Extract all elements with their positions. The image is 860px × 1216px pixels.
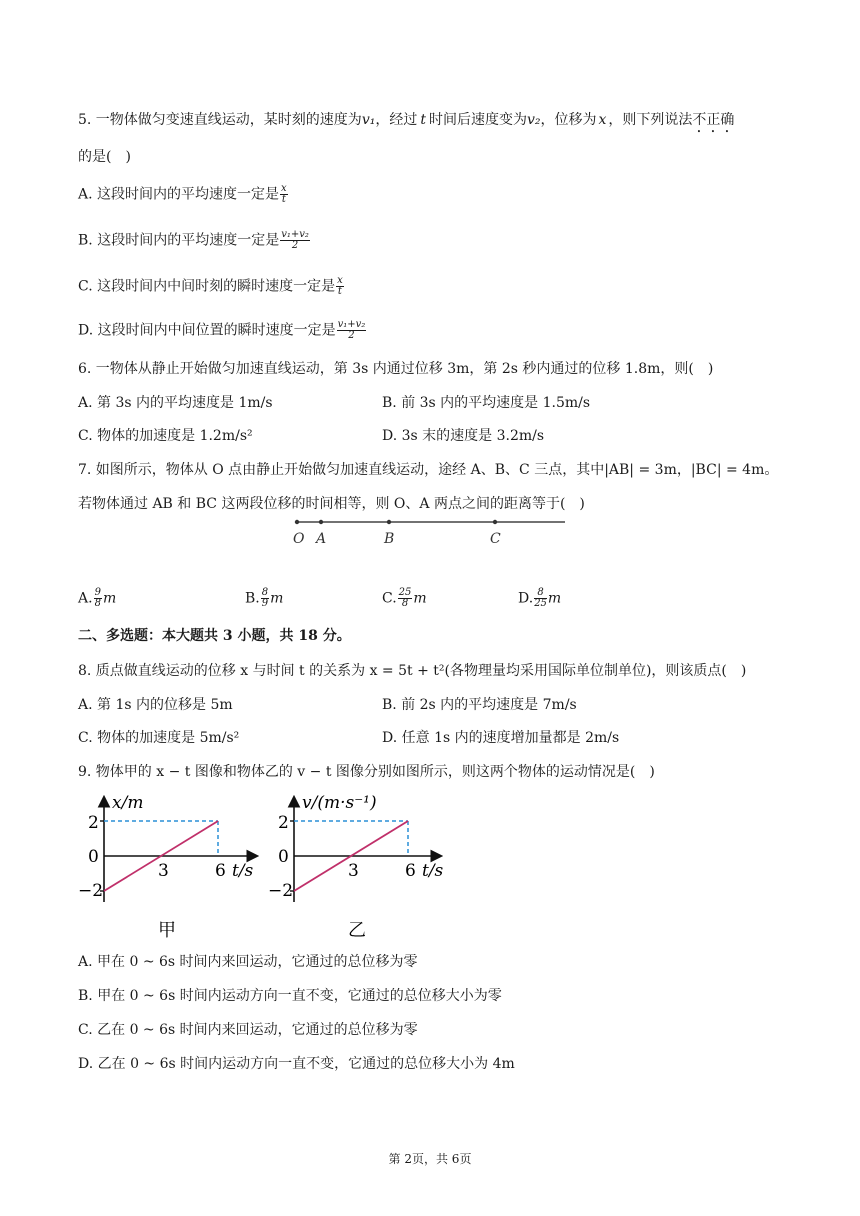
point-b-label: B (384, 531, 395, 547)
q9-option-a: A. 甲在 0 ~ 6s 时间内来回运动，它通过的总位移为零 (78, 954, 418, 970)
point-c-label: C (490, 531, 501, 547)
point-b-dot (387, 520, 391, 524)
graph-jia-x-t (74, 790, 264, 940)
q5-option-a: A. 这段时间内的平均速度一定是 $\frac{x}{t}$ (78, 183, 287, 205)
y-tick-label: 2 (278, 813, 289, 833)
q7-line-diagram (280, 512, 580, 548)
q6-option-c: C. 物体的加速度是 1.2m/s² (78, 428, 253, 444)
graph-yi-v-t (264, 790, 464, 940)
x-tick-label: 3 (348, 861, 359, 881)
y-tick-label: −2 (268, 881, 294, 901)
x-axis-label: t/s (422, 861, 444, 881)
point-c-dot (493, 520, 497, 524)
q6-stem: 6. 一物体从静止开始做匀加速直线运动，第 3s 内通过位移 3m，第 2s 秒内通过的位移 1.8m，则( ) (78, 361, 714, 377)
fraction: $\frac{\text{v₁+v₂}}{2}$ (281, 229, 309, 251)
q7-stem-line2: 若物体通过 AB 和 BC 这两段位移的时间相等，则 O、A 两点之间的距离等于( ) (78, 496, 585, 512)
y-tick-label: 2 (88, 813, 99, 833)
q8-option-c: C. 物体的加速度是 5m/s² (78, 730, 240, 746)
point-a-label: A (316, 531, 327, 547)
q7-option-d: D. $\frac{8}{25}$ m (518, 587, 562, 609)
q8-option-b: B. 前 2s 内的平均速度是 7m/s (382, 697, 577, 713)
q7-option-a: A. $\frac{9}{8}$ m (78, 587, 117, 609)
q8-option-d: D. 任意 1s 内的速度增加量都是 2m/s (382, 730, 620, 746)
q8-option-a: A. 第 1s 内的位移是 5m (78, 697, 233, 713)
q8-stem: 8. 质点做直线运动的位移 x 与时间 t 的关系为 x = 5t + t²(各物理量均采用国际单位制单位)，则该质点( ) (78, 663, 747, 679)
x-tick-label: 6 (215, 861, 226, 881)
q6-option-d: D. 3s 末的速度是 3.2m/s (382, 428, 545, 444)
y-tick-label: 0 (278, 847, 289, 867)
q6-option-b: B. 前 3s 内的平均速度是 1.5m/s (382, 395, 591, 411)
x-axis-label: t/s (232, 861, 254, 881)
q9-option-d: D. 乙在 0 ~ 6s 时间内运动方向一直不变，它通过的总位移大小为 4m (78, 1056, 515, 1072)
y-axis-label: x/m (112, 793, 144, 813)
y-axis-label: v/(m·s⁻¹) (302, 793, 377, 813)
q6-option-a: A. 第 3s 内的平均速度是 1m/s (78, 395, 273, 411)
graph-caption: 乙 (348, 920, 366, 940)
q5-stem-line2: 的是( ) (78, 149, 131, 165)
x-tick-label: 3 (158, 861, 169, 881)
point-a-dot (319, 520, 323, 524)
q5-stem-line1: 5. 一物体做匀变速直线运动，某时刻的速度为v₁，经过 t 时间后速度变为v₂，位移为 x ，则下列说法不正确 (78, 112, 735, 128)
point-o-dot (295, 520, 299, 524)
q9-stem: 9. 物体甲的 x − t 图像和物体乙的 v − t 图像分别如图所示，则这两个物体的运动情况是( ) (78, 764, 655, 780)
y-tick-label: −2 (78, 881, 104, 901)
q9-option-c: C. 乙在 0 ~ 6s 时间内来回运动，它通过的总位移为零 (78, 1022, 418, 1038)
y-tick-label: 0 (88, 847, 99, 867)
point-o-label: O (293, 531, 305, 547)
section-heading: 二、多选题：本大题共 3 小题，共 18 分。 (78, 628, 351, 644)
q7-option-b: B. $\frac{8}{9}$ m (245, 587, 284, 609)
q7-stem-line1: 7. 如图所示，物体从 O 点由静止开始做匀加速直线运动，途经 A、B、C 三点，其中|AB| = 3m，|BC| = 4m。 (78, 462, 779, 478)
q7-option-c: C. $\frac{25}{8}$ m (382, 587, 427, 609)
graph-caption: 甲 (158, 920, 176, 940)
page-footer: 第 2页，共 6页 (388, 1152, 472, 1166)
emphasis-text: 不正确 (692, 112, 735, 128)
q5-option-c: C. 这段时间内中间时刻的瞬时速度一定是 $\frac{x}{t}$ (78, 275, 343, 297)
q9-option-b: B. 甲在 0 ~ 6s 时间内运动方向一直不变，它通过的总位移大小为零 (78, 988, 502, 1004)
x-tick-label: 6 (405, 861, 416, 881)
fraction: $\frac{\text{v₁+v₂}}{2}$ (337, 319, 366, 341)
q5-option-b: B. 这段时间内的平均速度一定是 $\frac{\text{v₁+v₂}}{2}$ (78, 229, 309, 251)
q5-option-d: D. 这段时间内中间位置的瞬时速度一定是 $\frac{\text{v₁+v₂}}{2}$ (78, 319, 366, 341)
fraction: $\frac{x}{t}$ (337, 275, 343, 297)
fraction: $\frac{x}{t}$ (281, 183, 287, 205)
